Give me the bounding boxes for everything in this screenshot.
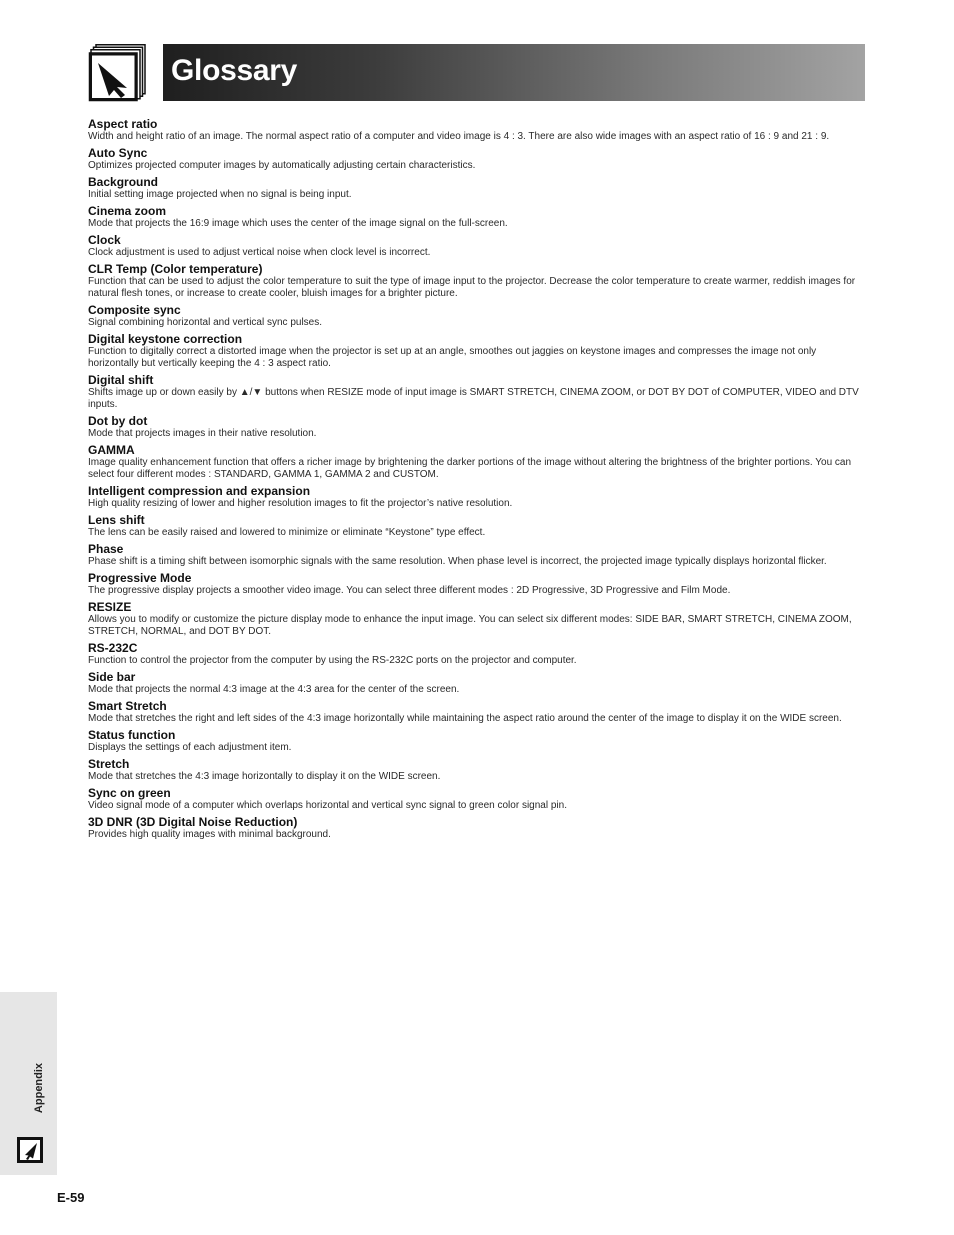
appendix-side-tab [0,992,57,1175]
glossary-term: Stretch [88,757,130,771]
glossary-entry [88,146,866,172]
glossary-entry [88,513,866,539]
glossary-definition: The progressive display projects a smoother video image. You can select three different modes : 2D Progressive, 3D Progressive and Film Mode. [88,585,731,596]
glossary-entry [88,484,866,510]
glossary-term: Status function [88,728,176,742]
glossary-entry [88,443,866,481]
glossary-entry [88,670,866,696]
glossary-entry [88,815,866,841]
glossary-definition: Image quality enhancement function that offers a richer image by brightening the darker portions of the image without altering the brightness of the brighter portions. You can select four different modes : STANDARD, GAMMA 1, GAMMA 2 and CUSTOM. [88,457,852,480]
glossary-term: Side bar [88,670,136,684]
side-tab-label-box [34,1058,44,1118]
glossary-definition: Video signal mode of a computer which overlaps horizontal and vertical sync signal to green color signal pin. [88,800,567,811]
glossary-entry [88,117,866,143]
glossary-term: Intelligent compression and expansion [88,484,311,498]
glossary-definition: Width and height ratio of an image. The normal aspect ratio of a computer and video image is 4 : 3. There are also wide images with an aspect ratio of 16 : 9 and 21 : 9. [88,131,830,142]
glossary-definition: Function that can be used to adjust the color temperature to suit the type of image input to the projector. Decrease the color temperature to create warmer, reddish images for natural flesh tones, or increase to create cooler, bluish images for a brighter picture. [88,276,856,299]
glossary-definition: Mode that projects the normal 4:3 image at the 4:3 area for the center of the screen. [88,684,460,695]
glossary-list [88,117,866,844]
glossary-definition: Displays the settings of each adjustment item. [88,742,292,753]
glossary-entry [88,204,866,230]
cursor-arrow-icon [17,1137,43,1163]
header-bar [163,44,865,101]
glossary-term: Auto Sync [88,146,148,160]
glossary-term: Clock [88,233,121,247]
stacked-pages-cursor-icon [88,44,146,102]
glossary-term: GAMMA [88,443,135,457]
glossary-definition: Mode that stretches the 4:3 image horizontally to display it on the WIDE screen. [88,771,441,782]
glossary-term: Phase [88,542,124,556]
glossary-definition: Function to digitally correct a distorted image when the projector is set up at an angle, smoothes out jaggies on keystone images and compresses the image not only horizontally but vertically keeping the 4 : 3 aspect ratio. [88,346,817,369]
glossary-term: 3D DNR (3D Digital Noise Reduction) [88,815,298,829]
glossary-term: Digital shift [88,373,154,387]
glossary-entry [88,332,866,370]
glossary-definition: Optimizes projected computer images by automatically adjusting certain characteristics. [88,160,476,171]
glossary-definition: Shifts image up or down easily by ▲/▼ buttons when RESIZE mode of input image is SMART STRETCH, CINEMA ZOOM, or DOT BY DOT of COMPUTER, VIDEO and DTV inputs. [88,387,859,410]
glossary-entry [88,542,866,568]
page-title: Glossary [171,54,298,87]
glossary-definition: Initial setting image projected when no signal is being input. [88,189,352,200]
glossary-definition: Signal combining horizontal and vertical sync pulses. [88,317,323,328]
glossary-term: RS-232C [88,641,138,655]
glossary-entry [88,262,866,300]
glossary-entry [88,786,866,812]
glossary-term: RESIZE [88,600,132,614]
glossary-entry [88,414,866,440]
glossary-definition: Phase shift is a timing shift between isomorphic signals with the same resolution. When phase level is incorrect, the projected image typically displays horizontal flicker. [88,556,827,567]
glossary-definition: Mode that projects images in their native resolution. [88,428,317,439]
glossary-entry [88,728,866,754]
glossary-definition: High quality resizing of lower and higher resolution images to fit the projector’s native resolution. [88,498,513,509]
glossary-entry [88,699,866,725]
glossary-term: Background [88,175,159,189]
glossary-term: CLR Temp (Color temperature) [88,262,263,276]
glossary-entry [88,600,866,638]
glossary-entry [88,571,866,597]
glossary-entry [88,373,866,411]
glossary-entry [88,641,866,667]
glossary-definition: Allows you to modify or customize the picture display mode to enhance the input image. You can select six different modes: SIDE BAR, SMART STRETCH, CINEMA ZOOM, STRETCH, NORMAL, and DOT BY DOT. [88,614,852,637]
glossary-term: Smart Stretch [88,699,167,713]
glossary-definition: Clock adjustment is used to adjust vertical noise when clock level is incorrect. [88,247,431,258]
page-number: E-59 [57,1190,85,1205]
glossary-definition: Function to control the projector from the computer by using the RS-232C ports on the projector and computer. [88,655,577,666]
glossary-term: Cinema zoom [88,204,167,218]
glossary-term: Dot by dot [88,414,148,428]
glossary-term: Digital keystone correction [88,332,243,346]
glossary-entry [88,303,866,329]
glossary-term: Aspect ratio [88,117,158,131]
glossary-term: Sync on green [88,786,171,800]
glossary-definition: Provides high quality images with minimal background. [88,829,331,840]
glossary-definition: Mode that projects the 16:9 image which uses the center of the image signal on the full-screen. [88,218,508,229]
glossary-term: Progressive Mode [88,571,192,585]
glossary-entry [88,175,866,201]
glossary-entry [88,233,866,259]
side-tab-label: Appendix [33,1062,45,1114]
glossary-term: Lens shift [88,513,145,527]
glossary-term: Composite sync [88,303,181,317]
glossary-entry [88,757,866,783]
glossary-definition: Mode that stretches the right and left sides of the 4:3 image horizontally while maintaining the aspect ratio around the center of the image to display it on the WIDE screen. [88,713,842,724]
glossary-definition: The lens can be easily raised and lowered to minimize or eliminate “Keystone” type effect. [88,527,486,538]
